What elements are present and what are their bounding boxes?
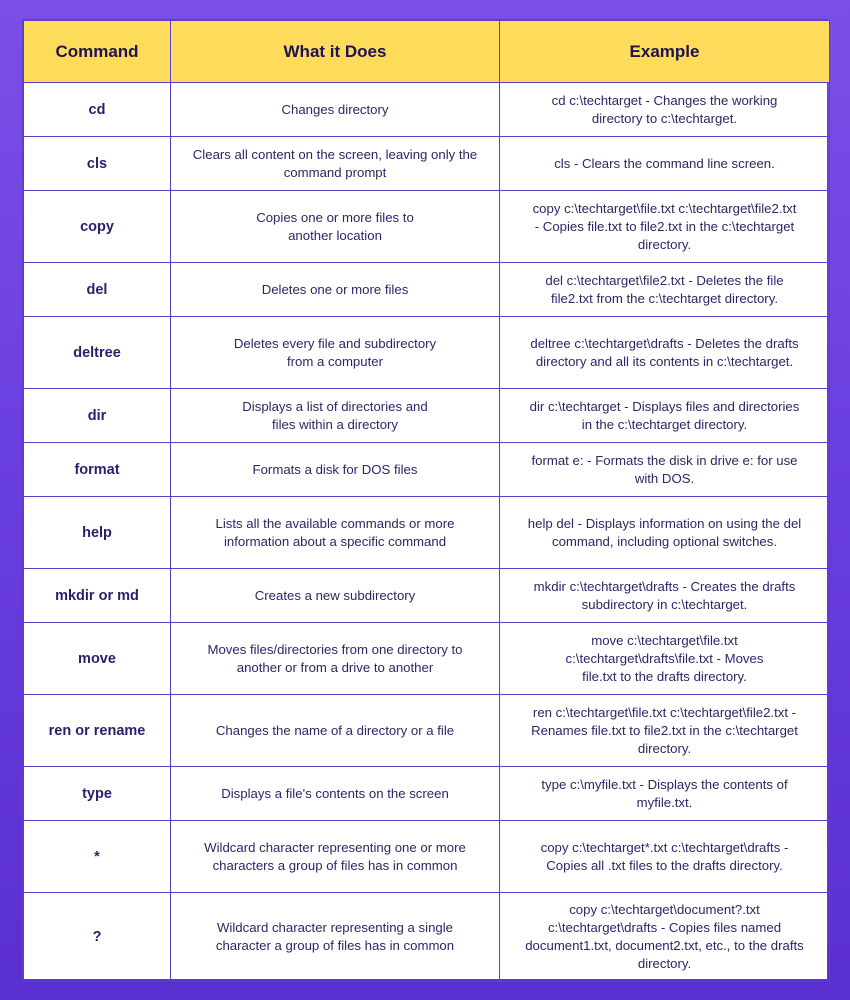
example-line: directory. xyxy=(637,956,692,971)
example-line: cls - Clears the command line screen. xyxy=(554,155,775,171)
table-row xyxy=(24,497,830,569)
example-line: cd c:\techtarget - Changes the working xyxy=(551,92,778,108)
example-line: copy c:\techtarget*.txt c:\techtarget\drafts - xyxy=(540,839,789,855)
example-line: help del - Displays information on using the del xyxy=(527,515,802,531)
table-header xyxy=(24,21,830,83)
example-cell xyxy=(500,137,830,191)
header-row xyxy=(24,21,830,83)
command-cell: * xyxy=(24,821,171,893)
table-row xyxy=(24,443,830,497)
description-line: Wildcard character representing a single xyxy=(216,920,454,935)
description-line: Formats a disk for DOS files xyxy=(252,461,418,477)
description-line: characters a group of files has in common xyxy=(212,857,458,873)
example-line: directory. xyxy=(637,740,692,756)
example-line: c:\techtarget\drafts - Copies files named xyxy=(547,920,782,935)
description-cell xyxy=(171,317,500,389)
table-row xyxy=(24,821,830,893)
description-line: Changes the name of a directory or a file xyxy=(215,722,455,738)
table-row xyxy=(24,137,830,191)
example-cell xyxy=(500,893,830,982)
command-cell: ren or rename xyxy=(24,695,171,767)
command-cell: ? xyxy=(24,893,171,982)
command-cell: move xyxy=(24,623,171,695)
example-cell xyxy=(500,389,830,443)
description-line: Displays a list of directories and xyxy=(242,398,428,414)
description-cell xyxy=(171,137,500,191)
example-line: - Copies file.txt to file2.txt in the c:\techtarget xyxy=(534,218,795,234)
description-line: from a computer xyxy=(286,353,383,369)
description-line: Deletes one or more files xyxy=(261,281,409,297)
example-line: in the c:\techtarget directory. xyxy=(581,416,748,432)
description-line: another or from a drive to another xyxy=(236,659,434,675)
command-cell: deltree xyxy=(24,317,171,389)
command-cell: type xyxy=(24,767,171,821)
table-row xyxy=(24,389,830,443)
example-line: Copies all .txt files to the drafts directory. xyxy=(546,857,783,873)
description-line: files within a directory xyxy=(271,416,399,432)
description-cell xyxy=(171,263,500,317)
description-cell xyxy=(171,767,500,821)
example-cell xyxy=(500,317,830,389)
description-cell xyxy=(171,191,500,263)
table-row xyxy=(24,317,830,389)
description-line: information about a specific command xyxy=(223,533,447,549)
example-line: directory to c:\techtarget. xyxy=(591,110,738,126)
description-line: Copies one or more files to xyxy=(256,209,414,225)
table-row xyxy=(24,623,830,695)
table-row xyxy=(24,695,830,767)
table-row xyxy=(24,263,830,317)
table-row xyxy=(24,767,830,821)
header-example: Example xyxy=(500,21,830,83)
example-line: c:\techtarget\drafts\file.txt - Moves xyxy=(565,650,764,666)
table-row xyxy=(24,893,830,982)
example-cell xyxy=(500,497,830,569)
description-cell xyxy=(171,893,500,982)
example-cell xyxy=(500,443,830,497)
example-cell xyxy=(500,569,830,623)
example-line: subdirectory in c:\techtarget. xyxy=(581,596,748,612)
description-line: command prompt xyxy=(283,164,387,180)
description-cell xyxy=(171,821,500,893)
description-line: Clears all content on the screen, leaving only the xyxy=(192,146,478,162)
example-cell xyxy=(500,83,830,137)
dos-commands-table xyxy=(23,20,830,982)
example-cell xyxy=(500,767,830,821)
example-line: dir c:\techtarget - Displays files and directories xyxy=(529,398,800,414)
example-cell xyxy=(500,191,830,263)
example-line: ren c:\techtarget\file.txt c:\techtarget\file2.txt - xyxy=(532,704,797,720)
example-line: command, including optional switches. xyxy=(551,533,778,549)
example-cell xyxy=(500,695,830,767)
example-line: type c:\myfile.txt - Displays the contents of xyxy=(541,776,788,792)
example-cell xyxy=(500,623,830,695)
command-cell: mkdir or md xyxy=(24,569,171,623)
description-cell xyxy=(171,569,500,623)
table-row xyxy=(24,83,830,137)
description-cell xyxy=(171,389,500,443)
table-body xyxy=(24,83,830,982)
table-row xyxy=(24,569,830,623)
dos-commands-table-container xyxy=(22,19,828,980)
description-cell xyxy=(171,497,500,569)
description-cell xyxy=(171,695,500,767)
description-line: Creates a new subdirectory xyxy=(254,587,416,603)
header-command: Command xyxy=(24,21,171,83)
command-cell: copy xyxy=(24,191,171,263)
example-line: format e: - Formats the disk in drive e: for use xyxy=(531,452,798,468)
command-cell: cd xyxy=(24,83,171,137)
example-line: directory. xyxy=(637,236,692,252)
description-line: Lists all the available commands or more xyxy=(215,515,455,531)
command-cell: cls xyxy=(24,137,171,191)
description-line: character a group of files has in common xyxy=(215,938,455,953)
command-cell: dir xyxy=(24,389,171,443)
description-line: another location xyxy=(288,227,382,243)
example-line: copy c:\techtarget\file.txt c:\techtarget\file2.txt xyxy=(532,200,797,216)
example-line: directory and all its contents in c:\techtarget. xyxy=(535,353,794,369)
description-line: Deletes every file and subdirectory xyxy=(233,335,437,351)
example-line: copy c:\techtarget\document?.txt xyxy=(569,902,760,917)
command-cell: help xyxy=(24,497,171,569)
example-line: document1.txt, document2.txt, etc., to the drafts xyxy=(525,938,804,953)
command-cell: del xyxy=(24,263,171,317)
description-line: Wildcard character representing one or more xyxy=(204,839,466,855)
description-cell xyxy=(171,443,500,497)
description-line: Displays a file's contents on the screen xyxy=(221,785,449,801)
description-cell xyxy=(171,83,500,137)
description-cell xyxy=(171,623,500,695)
example-line: deltree c:\techtarget\drafts - Deletes the drafts xyxy=(530,335,799,351)
description-line: Moves files/directories from one directory to xyxy=(207,641,463,657)
example-line: Renames file.txt to file2.txt in the c:\techtarget xyxy=(531,722,798,738)
example-line: move c:\techtarget\file.txt xyxy=(591,632,738,648)
example-line: file2.txt from the c:\techtarget directory. xyxy=(551,290,778,306)
example-line: file.txt to the drafts directory. xyxy=(582,668,747,684)
example-line: mkdir c:\techtarget\drafts - Creates the drafts xyxy=(533,578,796,594)
example-line: with DOS. xyxy=(634,470,695,486)
table-row xyxy=(24,191,830,263)
command-cell: format xyxy=(24,443,171,497)
example-cell xyxy=(500,821,830,893)
description-line: Changes directory xyxy=(281,101,389,117)
header-what-it-does: What it Does xyxy=(171,21,500,83)
example-cell xyxy=(500,263,830,317)
example-line: myfile.txt. xyxy=(636,794,693,810)
example-line: del c:\techtarget\file2.txt - Deletes the file xyxy=(545,272,784,288)
